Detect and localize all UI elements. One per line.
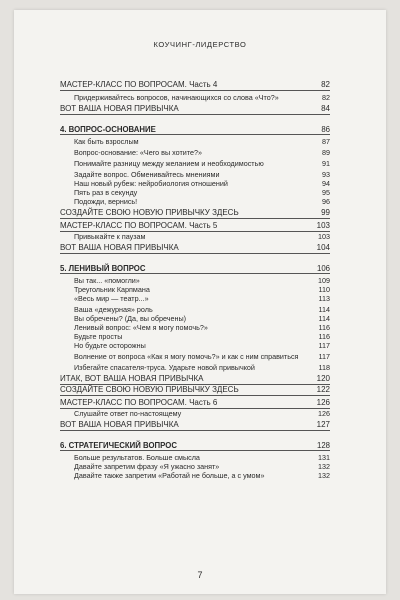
toc-chapter-heading[interactable]: 4. ВОПРОС-ОСНОВАНИЕ 86 xyxy=(60,125,330,134)
toc-entry[interactable]: Но будьте осторожны 117 xyxy=(74,341,330,350)
running-head: КОУЧИНГ-ЛИДЕРСТВО xyxy=(153,40,247,49)
toc-entry[interactable]: Ваша «дежурная» роль 114 xyxy=(74,305,330,314)
toc-entry[interactable]: ИТАК, ВОТ ВАША НОВАЯ ПРИВЫЧКА 120 xyxy=(60,374,330,383)
toc-entry[interactable]: МАСТЕР-КЛАСС ПО ВОПРОСАМ. Часть 6 126 xyxy=(60,398,330,407)
toc-entry[interactable]: Понимайте разницу между желанием и необходимостью 91 xyxy=(74,159,330,168)
toc-entry[interactable]: Будьте просты 116 xyxy=(74,332,330,341)
toc-entry[interactable]: Треугольник Карпмана 110 xyxy=(74,285,330,294)
toc-entry[interactable]: «Весь мир — театр...» 113 xyxy=(74,294,330,303)
toc-entry[interactable]: Больше результатов. Больше смысла 131 xyxy=(74,453,330,462)
page-number: 7 xyxy=(197,570,203,580)
book-page xyxy=(14,10,386,594)
toc-chapter-heading[interactable]: 6. СТРАТЕГИЧЕСКИЙ ВОПРОС 128 xyxy=(60,441,330,450)
toc-entry[interactable]: Наш новый рубеж: нейробиология отношений 94 xyxy=(74,179,330,188)
toc-entry[interactable]: Давайте также запретим «Работай не больше, а с умом» 132 xyxy=(74,471,330,480)
toc-entry[interactable]: Привыкайте к паузам 103 xyxy=(74,232,330,241)
toc-entry[interactable]: Как быть взрослым 87 xyxy=(74,137,330,146)
toc-entry[interactable]: Придерживайтесь вопросов, начинающихся со слова «Что?» 82 xyxy=(74,93,330,102)
toc-entry[interactable]: Задайте вопрос. Обменивайтесь мнениями 93 xyxy=(74,170,330,179)
toc-entry[interactable]: Слушайте ответ по-настоящему 126 xyxy=(74,409,330,418)
toc-entry[interactable]: Ленивый вопрос: «Чем я могу помочь?» 116 xyxy=(74,323,330,332)
toc-entry[interactable]: Пять раз в секунду 95 xyxy=(74,188,330,197)
toc-chapter-heading[interactable]: 5. ЛЕНИВЫЙ ВОПРОС 106 xyxy=(60,264,330,273)
toc-entry[interactable]: МАСТЕР-КЛАСС ПО ВОПРОСАМ. Часть 5 103 xyxy=(60,221,330,230)
toc-entry[interactable]: МАСТЕР-КЛАСС ПО ВОПРОСАМ. Часть 4 82 xyxy=(60,80,330,89)
toc-entry[interactable]: Подожди, вернись! 96 xyxy=(74,197,330,206)
toc-entry[interactable]: Избегайте спасателя-труса. Ударьте новой привычкой 118 xyxy=(74,363,330,372)
toc-entry[interactable]: ВОТ ВАША НОВАЯ ПРИВЫЧКА 104 xyxy=(60,243,330,252)
toc-entry[interactable]: СОЗДАЙТЕ СВОЮ НОВУЮ ПРИВЫЧКУ ЗДЕСЬ 99 xyxy=(60,208,330,217)
toc-entry[interactable]: Вы так... «помогли» 109 xyxy=(74,276,330,285)
table-of-contents xyxy=(60,80,330,480)
toc-entry[interactable]: Волнение от вопроса «Как я могу помочь?» и как с ним справиться 117 xyxy=(74,352,330,361)
toc-entry[interactable]: ВОТ ВАША НОВАЯ ПРИВЫЧКА 127 xyxy=(60,420,330,429)
toc-entry[interactable]: Вопрос-основание: «Чего вы хотите?» 89 xyxy=(74,148,330,157)
toc-entry[interactable]: Вы обречены? (Да, вы обречены) 114 xyxy=(74,314,330,323)
toc-entry[interactable]: СОЗДАЙТЕ СВОЮ НОВУЮ ПРИВЫЧКУ ЗДЕСЬ 122 xyxy=(60,385,330,394)
toc-entry[interactable]: ВОТ ВАША НОВАЯ ПРИВЫЧКА 84 xyxy=(60,104,330,113)
toc-entry[interactable]: Давайте запретим фразу «Я ужасно занят» 132 xyxy=(74,462,330,471)
